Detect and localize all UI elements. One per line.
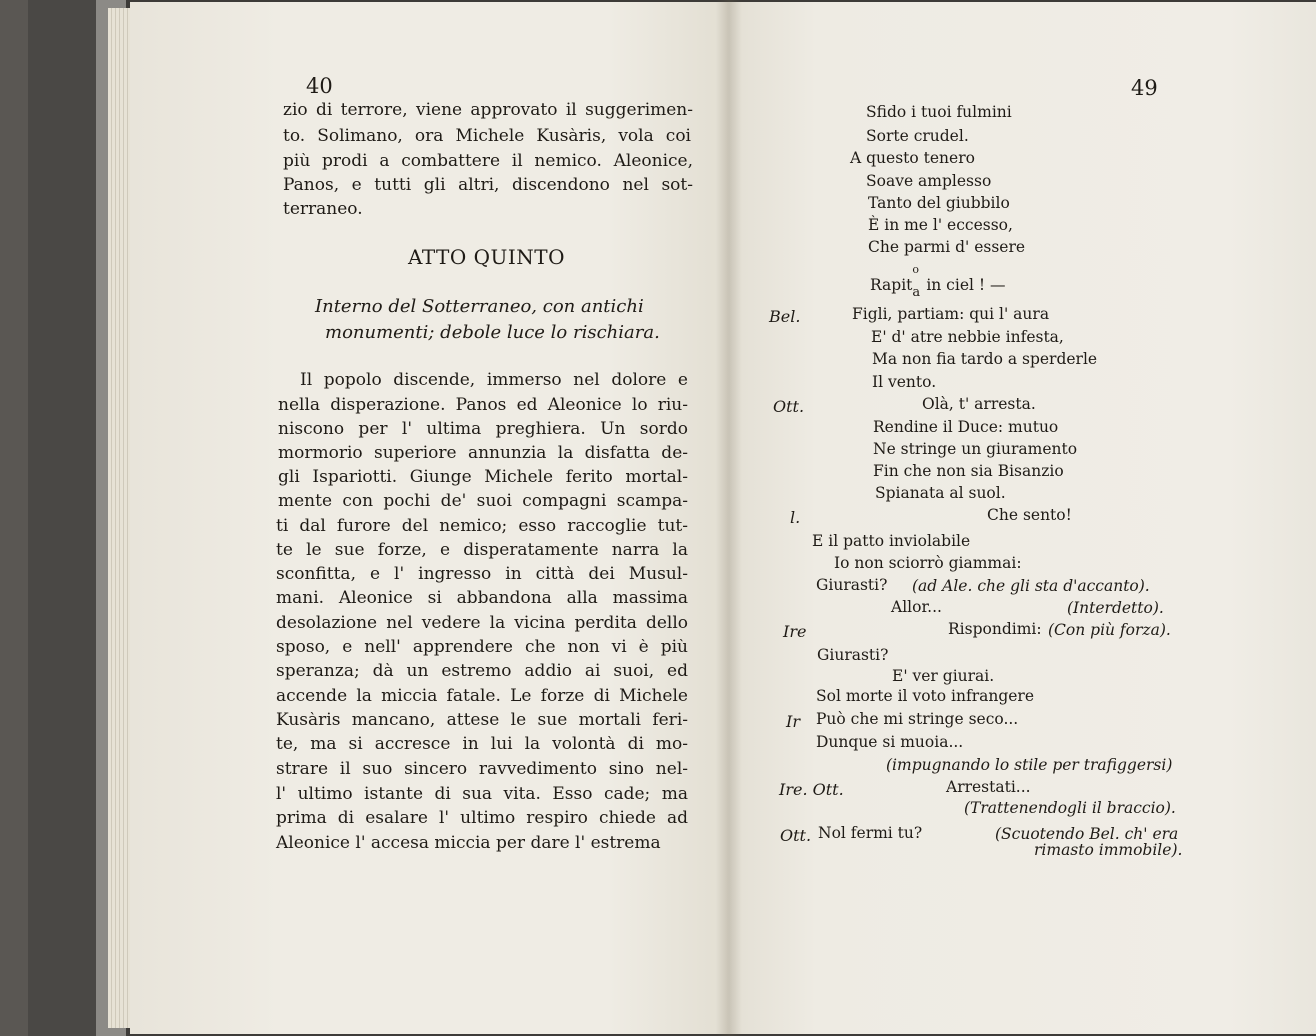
verse-line: Io non sciorrò giammai: [834,554,1022,572]
verse-line: È in me l' eccesso, [868,216,1013,234]
body-line: te le sue forze, e disperatamente narra la [276,542,688,559]
verse-line: Può che mi stringe seco... [816,710,1019,728]
body-line: desolazione nel vedere la vicina perdita dello [276,615,688,632]
verse-line: Nol fermi tu? [818,824,923,842]
body-line: mormorio superiore annunzia la disfatta de- [278,445,688,462]
body-line: Aleonice l' accesa miccia per dare l' estrema [276,833,661,853]
body-line: prima di esalare l' ultimo respiro chiede ad [276,810,688,827]
act-heading: ATTO QUINTO [408,245,566,269]
verse-line: E' d' atre nebbie infesta, [871,328,1064,346]
right-page-number: 49 [1131,76,1158,100]
speaker-label: Ire [783,622,807,641]
stage-direction: (Trattenendogli il braccio). [964,799,1176,817]
background-edge [0,0,28,1036]
body-line: mani. Aleonice si abbandona alla massima [276,590,688,607]
stage-direction: (Interdetto). [1067,599,1164,617]
body-line: strare il suo sincero ravvedimento sino nel- [276,761,688,778]
verse-line: A questo tenero [850,149,975,167]
continuation-line: Panos, e tutti gli altri, discendono nel sot- [283,177,693,194]
continuation-line: zio di terrore, viene approvato il suggerimen- [283,102,693,119]
verse-line: Rispondimi: [948,620,1042,638]
verse-line: Che parmi d' essere [868,238,1026,256]
verse-line: Rendine il Duce: mutuo [873,418,1059,436]
verse-line: E il patto inviolabile [812,532,971,550]
verse-line: Ne stringe un giuramento [873,440,1078,458]
body-line: ti dal furore del nemico; esso raccoglie tut- [276,518,688,535]
speaker-label: Bel. [769,307,801,326]
speaker-label: Ott. [780,826,812,845]
body-line: accende la miccia fatale. Le forze di Michele [276,688,688,705]
body-line: sposo, e nell' apprendere che non vi è più [276,639,688,656]
speaker-label: Ott. [773,397,805,416]
verse-line: Tanto del giubbilo [868,194,1010,212]
verse-line: Soave amplesso [866,172,992,190]
body-line: gli Ispariotti. Giunge Michele ferito mortal- [278,469,688,486]
stage-direction: (ad Ale. che gli sta d'accanto). [912,577,1150,595]
body-line: mente con pochi de' suoi compagni scampa- [278,493,688,510]
body-line: l' ultimo istante di sua vita. Esso cade; ma [276,786,688,803]
verse-line: E' ver giurai. [892,667,995,685]
verse-line: Figli, partiam: qui l' aura [852,305,1050,323]
scene-description: monumenti; debole luce lo rischiara. [325,322,660,343]
speaker-label: l. [790,508,801,527]
stage-direction: (impugnando lo stile per trafiggersi) [886,756,1173,774]
verse-line: Spianata al suol. [875,484,1006,502]
verse-line: Sorte crudel. [866,127,969,145]
body-line: speranza; dà un estremo addio ai suoi, ed [276,663,688,680]
speaker-label: Ire. Ott. [779,780,844,799]
speaker-label: Ir [786,712,800,731]
verse-line: Che sento! [987,506,1072,524]
verse-line: Allor... [891,598,942,616]
verse-line: Il vento. [872,373,937,391]
body-line: te, ma si accresce in lui la volontà di mo- [276,736,688,753]
continuation-line: più prodi a combattere il nemico. Aleonice, [283,153,693,170]
body-line: sconfitta, e l' ingresso in città dei Musul- [276,566,688,583]
book-gutter [716,0,742,1036]
scene-description: Interno del Sotterraneo, con antichi [315,296,644,317]
body-line: niscono per l' ultima preghiera. Un sordo [278,421,688,438]
verse-line: Sol morte il voto infrangere [816,687,1035,705]
ending-variant: o a [912,263,921,300]
body-line: nella disperazione. Panos ed Aleonice lo riu- [278,397,688,414]
continuation-line: to. Solimano, ora Michele Kusàris, vola coi [283,128,691,145]
verse-line: Ma non fia tardo a sperderle [872,350,1098,368]
stage-direction: (Con più forza). [1048,621,1171,639]
stage-direction: (Scuotendo Bel. ch' era [995,825,1179,843]
continuation-line: terraneo. [283,199,363,219]
verse-line: Giurasti? [816,576,888,594]
body-line: Il popolo discende, immerso nel dolore e [300,372,688,389]
verse-line: Giurasti? [817,646,889,664]
verse-line: Fin che non sia Bisanzio [873,462,1064,480]
verse-line: Olà, t' arresta. [922,395,1036,413]
left-page-number: 40 [306,74,333,98]
verse-line: Sfido i tuoi fulmini [866,103,1012,121]
verse-line: Dunque si muoia... [816,733,964,751]
body-line: Kusàris mancano, attese le sue mortali feri- [276,712,688,729]
verse-line: Arrestati... [946,778,1031,796]
verse-line: Rapit o a in ciel ! — [870,263,1006,300]
stage-direction: rimasto immobile). [1034,841,1183,859]
